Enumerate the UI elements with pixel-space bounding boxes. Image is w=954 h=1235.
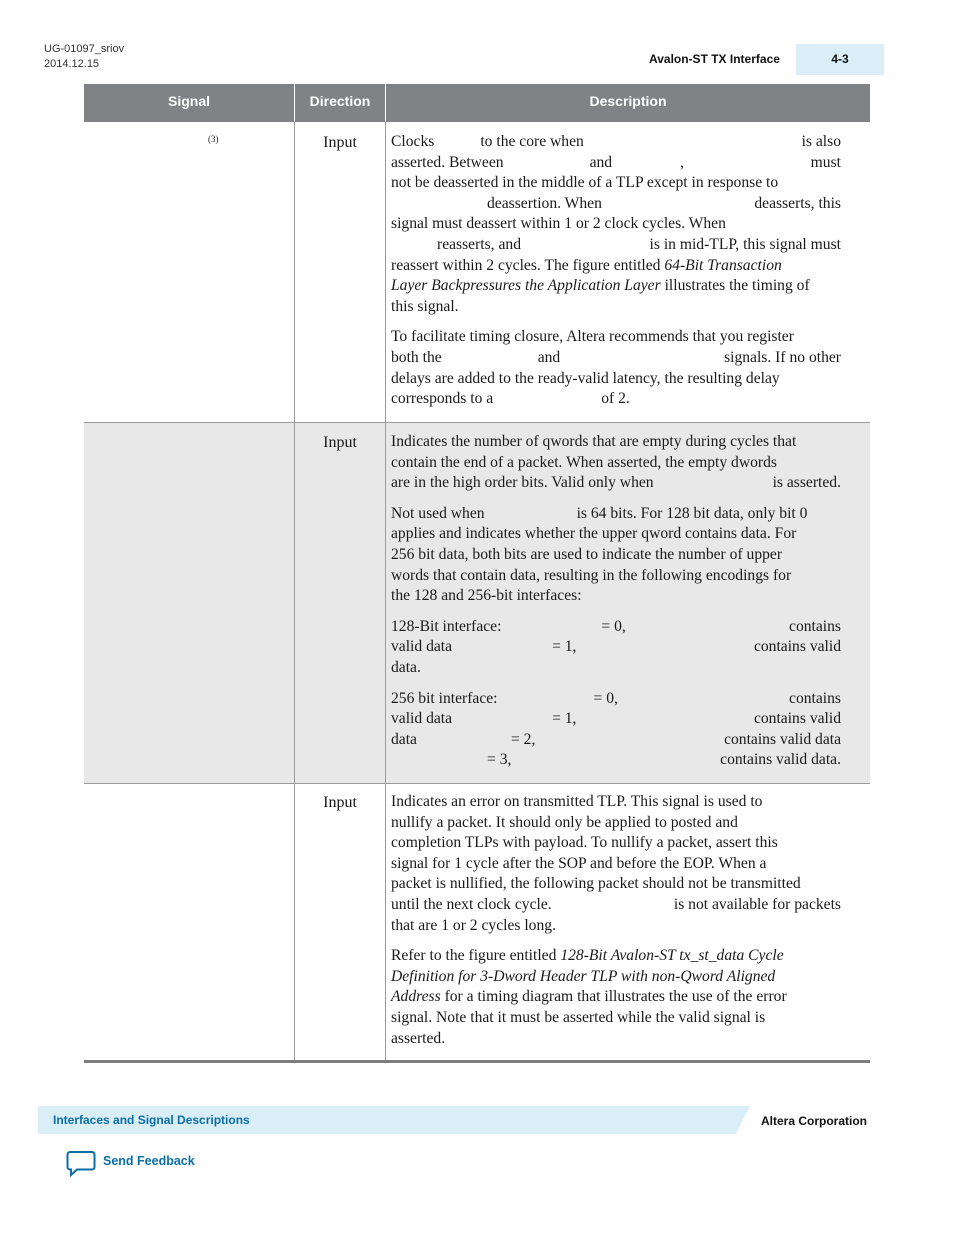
- direction-cell: Input: [323, 794, 357, 811]
- column-header-description: Description: [589, 93, 667, 109]
- direction-cell: Input: [323, 434, 357, 451]
- column-header-signal: Signal: [84, 84, 295, 122]
- description-paragraph: Clocks to the core when is also asserted. Between and , must not be deasserted in the middle of a TLP except in response to deassertion. When deasserts, this signal must deassert within 1 or 2 clock cycles. When reasserts, and is in mid-TLP, this signal must reassert within 2 cycles. The figure entitled 64-Bit Transaction Layer Backpressures the Application Layer illustrates the timing of this signal.: [391, 133, 841, 315]
- column-divider: [294, 423, 295, 783]
- table-row: [84, 784, 870, 1062]
- table-row: [84, 423, 870, 784]
- signal-table: [84, 84, 870, 1062]
- table-header: [84, 84, 870, 122]
- chapter-title: Interfaces and Signal Descriptions: [53, 1113, 250, 1127]
- speech-bubble-icon: [66, 1150, 96, 1178]
- description-cell: [391, 432, 841, 771]
- company-name: Altera Corporation: [761, 1114, 868, 1128]
- column-divider: [294, 122, 295, 422]
- section-title: Avalon-ST TX Interface: [649, 52, 780, 66]
- description-paragraph: Indicates the number of qwords that are empty during cycles that contain the end of a packet. When asserted, the empty dwords are in the high order bits. Valid only when is asserted.: [391, 433, 841, 492]
- description-paragraph: Refer to the figure entitled 128-Bit Avalon-ST tx_st_data Cycle Definition for 3-Dword Header TLP with non-Qword Aligned Address for a timing diagram that illustrates the use of the error signal. Note that it must be asserted while the valid signal is asserted.: [391, 947, 787, 1047]
- doc-id: UG-01097_sriov: [44, 43, 125, 55]
- footnote-marker: (3): [208, 134, 219, 144]
- description-cell: [391, 792, 841, 1049]
- description-paragraph: Not used when is 64 bits. For 128 bit data, only bit 0 applies and indicates whether the upper qword contains data. For 256 bit data, both bits are used to indicate the number of upper words that contain data, resulting in the following encodings for the 128 and 256-bit interfaces:: [391, 504, 808, 605]
- description-paragraph: 128-Bit interface: = 0, contains valid data = 1, contains valid data.: [391, 617, 841, 676]
- column-header-direction: Direction: [295, 84, 386, 122]
- table-row: [84, 122, 870, 423]
- description-cell: [391, 132, 841, 410]
- direction-cell: Input: [323, 134, 357, 151]
- column-divider: [385, 122, 386, 422]
- description-paragraph: 256 bit interface: = 0, contains valid data = 1, contains valid data = 2, contains valid data = 3, contains valid data.: [391, 689, 841, 769]
- doc-date: 2014.12.15: [44, 58, 100, 70]
- page-number: 4-3: [796, 44, 884, 75]
- column-divider: [385, 784, 386, 1062]
- column-divider: [294, 784, 295, 1062]
- description-paragraph: To facilitate timing closure, Altera recommends that you register both the and signals. If no other delays are added to the ready-valid latency, the resulting delay corresponds to a of 2.: [391, 328, 841, 408]
- column-divider: [385, 423, 386, 783]
- footer-band: [38, 1106, 750, 1134]
- send-feedback-label[interactable]: Send Feedback: [103, 1154, 195, 1168]
- description-paragraph: Indicates an error on transmitted TLP. This signal is used to nullify a packet. It should only be applied to posted and completion TLPs with payload. To nullify a packet, assert this signal for 1 cycle after the SOP and before the EOP. When a packet is nullified, the following packet should not be transmitted until the next clock cycle. is not available for packets that are 1 or 2 cycles long.: [391, 793, 841, 934]
- page-header: [640, 44, 884, 75]
- table-bottom-rule: [84, 1060, 870, 1063]
- document-info: [44, 42, 124, 72]
